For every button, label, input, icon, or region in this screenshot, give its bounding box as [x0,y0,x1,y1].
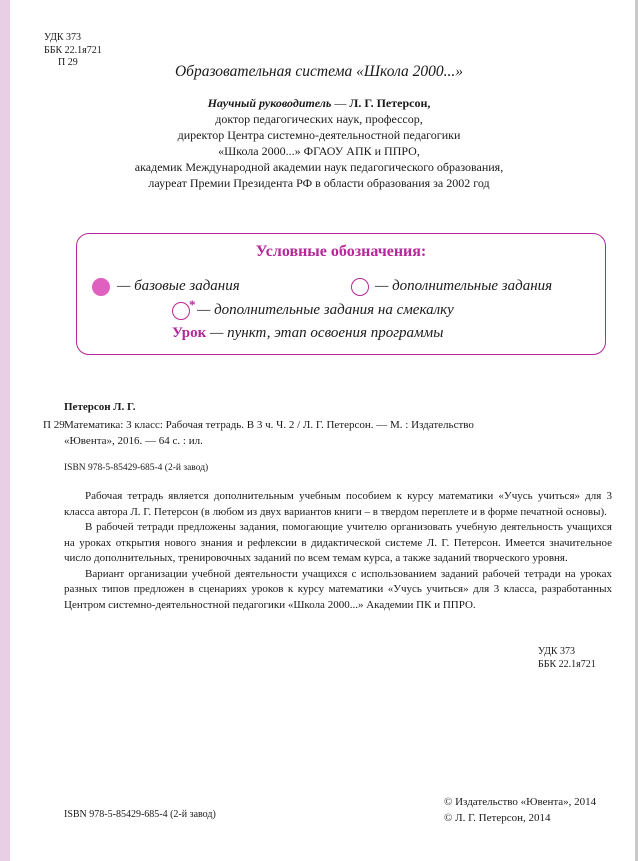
starred-circle-icon [172,302,190,320]
legend-basic-tasks: — базовые задания [117,278,240,294]
isbn-footer: ISBN 978-5-85429-685-4 (2-й завод) [64,809,216,820]
star-icon: * [189,297,196,312]
advisor-role: Научный руководитель [207,96,332,110]
advisor-name: Л. Г. Петерсон, [349,96,431,110]
bbk-code: ББК 22.1я721 [538,659,596,670]
legend-box [76,233,606,355]
series-title: Образовательная система «Школа 2000...» [174,63,464,80]
filled-circle-icon [92,278,110,296]
entry-code: П 29 [43,419,65,431]
lesson-word: Урок [172,325,207,341]
udk-code: УДК 373 [44,32,82,43]
legend-smart-tasks: — дополнительные задания на смекалку [197,302,454,318]
legend-extra-tasks: — дополнительные задания [375,278,553,294]
bibliographic-entry [64,418,612,449]
lesson-description: — пункт, этап освоения программы [206,325,444,341]
annotation-paragraph: Вариант организации учебной деятельности учащихся с использованием заданий рабочей тетради на уроках разных типов предложен в сценариях уроков к курсу математики «Учусь учиться» для 3 класса, разработанных Центром системно-деятельностной педагогики «Школа 2000...» Академии ПК и ППРО. [64,567,612,611]
annotation [64,489,612,613]
copyright-block [444,795,596,826]
advisor-heading [0,95,638,111]
copyright-line: © Издательство «Ювента», 2014 [444,796,597,808]
udk-code: УДК 373 [538,646,576,657]
annotation-paragraph: В рабочей тетради предложены задания, помогающие учителю организовать учебную деятельность учащихся на уроках открытия нового знания и рефлексии в дидактической системе Л. Г. Петерсон. Имеется значительное число дополнительных, тренировочных заданий по всем темам курса, а также заданий творческого уровня. [64,521,612,564]
advisor-line: доктор педагогических наук, профессор, [215,112,423,126]
scientific-advisor-block [0,95,638,191]
annotation-paragraph: Рабочая тетрадь является дополнительным учебным пособием к курсу математики «Учусь учиться» для 3 класса автора Л. Г. Петерсон (в любом из двух вариантов книги – в твердом переплете и в форме печатной основы). [64,490,612,518]
legend-lesson [172,325,443,342]
author-heading: Петерсон Л. Г. [64,401,136,413]
catalog-codes-bottom [538,645,596,671]
advisor-line: академик Международной академии наук педагогического образования, [134,160,504,174]
advisor-line: «Школа 2000...» ФГАОУ АПК и ППРО, [218,144,420,158]
advisor-line: лауреат Премии Президента РФ в области образования за 2002 год [148,176,490,190]
advisor-dash: — [331,96,350,110]
advisor-line: директор Центра системно-деятельностной педагогики [177,128,461,142]
legend-title: Условные обозначения: [255,243,427,260]
bbk-code: ББК 22.1я721 [44,44,102,56]
entry-line: «Ювента», 2016. — 64 с. : ил. [64,434,203,447]
entry-line: Математика: 3 класс: Рабочая тетрадь. В 3 ч. Ч. 2 / Л. Г. Петерсон. — М. : Издательство [64,419,474,431]
isbn-entry: ISBN 978-5-85429-685-4 (2-й завод) [64,463,209,473]
copyright-line: © Л. Г. Петерсон, 2014 [444,811,551,824]
author-mark: П 29 [58,57,78,68]
empty-circle-icon [351,278,369,296]
